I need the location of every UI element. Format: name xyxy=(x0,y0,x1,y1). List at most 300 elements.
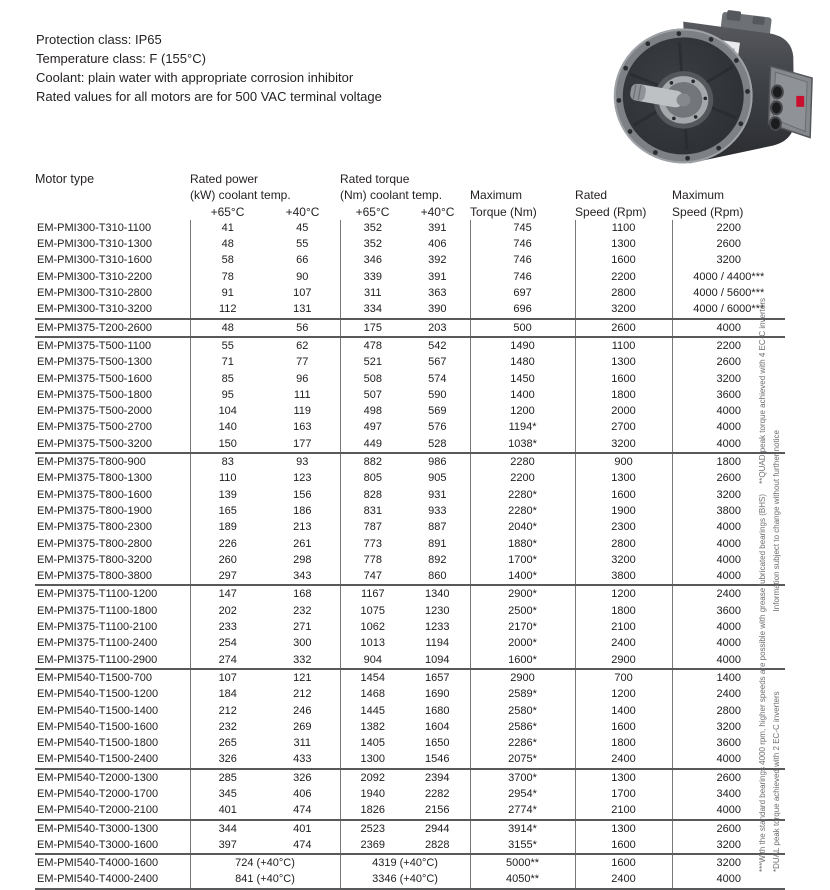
table-row xyxy=(35,735,785,751)
cell-rated-speed: 1600 xyxy=(575,719,672,735)
cell-power-40c: 261 xyxy=(293,537,312,550)
cell-max-torque: 2900* xyxy=(470,585,575,602)
note-temperature-class: Temperature class: F (155°C) xyxy=(36,51,206,66)
cell-rated-speed: 3800 xyxy=(575,568,672,585)
cell-power-65c: 83 xyxy=(190,453,265,470)
cell-max-speed: 4000 xyxy=(672,536,785,552)
cell-max-torque: 2280* xyxy=(470,503,575,519)
table-row xyxy=(35,837,785,854)
cell-torque-40c: 590 xyxy=(428,388,447,401)
cell-rated-speed: 2400 xyxy=(575,871,672,888)
cell-max-speed: 4000 xyxy=(672,419,785,435)
header-power-65: +65°C xyxy=(210,204,245,219)
cell-torque-40c: 1657 xyxy=(405,669,470,686)
cell-power-65c: 254 xyxy=(190,635,265,651)
cell-power-65c: 150 xyxy=(190,436,265,453)
cell-power-65c: 91 xyxy=(190,285,265,301)
cell-power-65c: 78 xyxy=(190,269,265,285)
cell-torque-65c: 311 xyxy=(340,285,405,301)
table-row xyxy=(35,252,785,268)
cell-power-40c: 298 xyxy=(293,553,312,566)
note-rated-values: Rated values for all motors are for 500 VAC terminal voltage xyxy=(36,89,382,104)
cell-rated-speed: 2400 xyxy=(575,751,672,768)
cell-max-speed: 1800 xyxy=(672,453,785,470)
cell-max-torque: 2200 xyxy=(470,470,575,486)
cell-rated-speed: 700 xyxy=(575,669,672,686)
table-row xyxy=(35,436,785,453)
cell-max-torque: 2000* xyxy=(470,635,575,651)
cell-torque-65c: 1382 xyxy=(340,719,405,735)
motor-spec-table xyxy=(35,171,785,890)
cell-max-torque: 3700* xyxy=(470,769,575,786)
cell-torque-40c: 406 xyxy=(428,238,447,251)
cell-motor-type: EM-PMI300-T310-1600 xyxy=(37,254,152,267)
cell-motor-type: EM-PMI540-T2000-2100 xyxy=(37,804,159,817)
cell-max-torque: 1038* xyxy=(470,436,575,453)
header-rated-speed-line1: Rated xyxy=(575,188,608,203)
cell-power-65c: 58 xyxy=(190,252,265,268)
cell-power-65c: 48 xyxy=(190,319,265,337)
cell-max-torque: 4050** xyxy=(470,871,575,888)
cell-torque-40c: 2282 xyxy=(425,787,450,800)
cell-torque-65c: 334 xyxy=(340,301,405,318)
cell-motor-type: EM-PMI540-T2000-1700 xyxy=(37,787,159,800)
cell-rated-speed: 1800 xyxy=(575,387,672,403)
cell-rated-speed: 1600 xyxy=(575,854,672,871)
cell-max-speed: 1400 xyxy=(672,669,785,686)
table-row xyxy=(35,786,785,802)
cell-torque-40c: 391 xyxy=(428,270,447,283)
cell-rated-speed: 3200 xyxy=(575,301,672,318)
cell-max-speed: 3200 xyxy=(672,252,785,268)
cell-max-speed: 4000 xyxy=(672,519,785,535)
cell-power-40c: 156 xyxy=(293,488,312,501)
cell-torque-40c: 933 xyxy=(428,504,447,517)
cell-rated-speed: 1400 xyxy=(575,703,672,719)
cell-torque-65c: 508 xyxy=(340,371,405,387)
cell-power-65c: 189 xyxy=(190,519,265,535)
cell-motor-type: EM-PMI300-T310-1300 xyxy=(37,238,152,251)
cell-rated-speed: 2000 xyxy=(575,403,672,419)
cell-motor-type: EM-PMI540-T4000-2400 xyxy=(35,871,190,888)
cell-max-speed: 4000 xyxy=(672,568,785,585)
cell-max-speed: 2600 xyxy=(672,470,785,486)
cell-max-torque: 2586* xyxy=(470,719,575,735)
cell-max-torque: 697 xyxy=(470,285,575,301)
table-row xyxy=(35,319,785,337)
cell-power-65c: 401 xyxy=(190,802,265,819)
cell-max-speed: 4000 / 5600*** xyxy=(672,285,785,301)
cell-motor-type: EM-PMI300-T310-3200 xyxy=(37,303,152,316)
cell-rated-speed: 1100 xyxy=(575,337,672,354)
cell-torque-40c: 1094 xyxy=(425,653,450,666)
cell-power-40c: 474 xyxy=(293,804,312,817)
cell-motor-type: EM-PMI375-T500-2700 xyxy=(37,421,152,434)
cell-motor-type: EM-PMI375-T800-2300 xyxy=(37,521,152,534)
cell-rated-torque: 4319 (+40°C) xyxy=(340,854,470,871)
cell-power-65c: 139 xyxy=(190,487,265,503)
cell-torque-40c: 203 xyxy=(405,319,470,337)
footnote-dual-peak-torque: *DUAL peak torque achieved with 2 EC-C inverters xyxy=(772,691,781,872)
cell-motor-type: EM-PMI375-T800-1900 xyxy=(37,504,152,517)
header-rated-speed-line2: Speed (Rpm) xyxy=(575,204,647,219)
cell-motor-type: EM-PMI540-T2000-1300 xyxy=(35,769,190,786)
cell-rated-speed: 3200 xyxy=(575,436,672,453)
table-row xyxy=(35,552,785,568)
cell-rated-speed: 1300 xyxy=(575,820,672,837)
table-row xyxy=(35,285,785,301)
table-row xyxy=(35,403,785,419)
cell-motor-type: EM-PMI375-T1100-2400 xyxy=(37,637,158,650)
cell-max-speed: 4000 / 6000*** xyxy=(672,301,785,318)
cell-torque-65c: 1013 xyxy=(340,635,405,651)
header-max-speed-line1: Maximum xyxy=(672,188,725,203)
cell-max-speed: 3400 xyxy=(672,786,785,802)
table-row xyxy=(35,519,785,535)
cell-torque-40c: 567 xyxy=(428,356,447,369)
cell-max-torque: 1400* xyxy=(470,568,575,585)
cell-torque-65c: 352 xyxy=(340,236,405,252)
cell-torque-65c: 1167 xyxy=(340,585,405,602)
cell-torque-65c: 498 xyxy=(340,403,405,419)
cell-torque-40c: 892 xyxy=(428,553,447,566)
cell-torque-65c: 1062 xyxy=(340,619,405,635)
cell-power-65c: 226 xyxy=(190,536,265,552)
cell-power-40c: 212 xyxy=(293,688,312,701)
table-row xyxy=(35,419,785,435)
cell-torque-65c: 1300 xyxy=(340,751,405,768)
cell-max-speed: 2600 xyxy=(672,354,785,370)
cell-motor-type: EM-PMI375-T500-1800 xyxy=(37,388,152,401)
cell-max-speed: 4000 xyxy=(672,652,785,669)
cell-max-torque: 2500* xyxy=(470,603,575,619)
cell-max-speed: 3800 xyxy=(672,503,785,519)
footnote-column-outer xyxy=(771,430,782,872)
cell-max-torque: 5000** xyxy=(470,854,575,871)
cell-rated-speed: 3200 xyxy=(575,552,672,568)
cell-torque-65c: 1405 xyxy=(340,735,405,751)
cell-rated-speed: 2100 xyxy=(575,802,672,819)
table-row xyxy=(35,820,785,837)
table-row xyxy=(35,854,785,871)
cell-torque-40c: 1340 xyxy=(405,585,470,602)
cell-torque-40c: 1604 xyxy=(425,720,450,733)
footnote-information-subject: Information subject to change without further notice xyxy=(772,430,781,612)
cell-torque-40c: 392 xyxy=(428,254,447,267)
cell-power-65c: 265 xyxy=(190,735,265,751)
cell-power-40c: 107 xyxy=(293,287,312,300)
cell-motor-type: EM-PMI300-T310-1100 xyxy=(37,221,152,234)
cell-power-40c: 131 xyxy=(293,303,312,316)
cell-max-torque: 745 xyxy=(470,220,575,236)
cell-max-torque: 2774* xyxy=(470,802,575,819)
cell-torque-40c: 986 xyxy=(405,453,470,470)
cell-max-torque: 1600* xyxy=(470,652,575,669)
table-row xyxy=(35,703,785,719)
cell-max-speed: 4000 xyxy=(672,751,785,768)
cell-torque-65c: 1826 xyxy=(340,802,405,819)
cell-max-speed: 2600 xyxy=(672,769,785,786)
cell-rated-speed: 1900 xyxy=(575,503,672,519)
cell-max-torque: 3155* xyxy=(470,837,575,854)
cell-torque-40c: 363 xyxy=(428,287,447,300)
footnote-quad-peak-torque: **QUAD peak torque achieved with 4 EC-C inverters xyxy=(758,298,767,484)
footnote-column-inner xyxy=(757,298,768,872)
cell-motor-type: EM-PMI375-T1100-2100 xyxy=(37,621,158,634)
cell-torque-40c: 887 xyxy=(428,521,447,534)
cell-power-65c: 397 xyxy=(190,837,265,854)
cell-rated-speed: 1600 xyxy=(575,252,672,268)
cell-motor-type: EM-PMI375-T1100-1200 xyxy=(35,585,190,602)
cell-max-speed: 4000 xyxy=(672,619,785,635)
table-row xyxy=(35,301,785,318)
cell-max-torque: 1450 xyxy=(470,371,575,387)
cell-max-speed: 4000 xyxy=(672,436,785,453)
table-row xyxy=(35,387,785,403)
cell-motor-type: EM-PMI375-T500-1300 xyxy=(37,356,152,369)
cell-max-speed: 4000 xyxy=(672,802,785,819)
cell-power-40c: 271 xyxy=(293,621,312,634)
cell-max-speed: 2400 xyxy=(672,585,785,602)
cell-power-40c: 433 xyxy=(293,753,312,766)
cell-torque-40c: 391 xyxy=(428,221,447,234)
cell-power-40c: 474 xyxy=(293,838,312,851)
spec-notes xyxy=(36,30,382,106)
cell-motor-type: EM-PMI375-T800-1300 xyxy=(37,472,152,485)
cell-torque-40c: 931 xyxy=(428,488,447,501)
table-row xyxy=(35,635,785,651)
cell-max-torque: 2280 xyxy=(470,453,575,470)
cell-max-speed: 3200 xyxy=(672,854,785,871)
cell-rated-speed: 1300 xyxy=(575,354,672,370)
cell-torque-65c: 1075 xyxy=(340,603,405,619)
table-row xyxy=(35,337,785,354)
note-coolant: Coolant: plain water with appropriate corrosion inhibitor xyxy=(36,70,354,85)
cell-max-torque: 2954* xyxy=(470,786,575,802)
table-row xyxy=(35,652,785,669)
header-torque-units: (Nm) coolant temp. xyxy=(340,188,443,203)
cell-max-torque: 1880* xyxy=(470,536,575,552)
cell-max-speed: 2200 xyxy=(672,220,785,236)
cell-max-torque: 696 xyxy=(470,301,575,318)
cell-motor-type: EM-PMI540-T1500-1400 xyxy=(37,704,159,717)
cell-torque-40c: 542 xyxy=(405,337,470,354)
cell-torque-65c: 747 xyxy=(340,568,405,585)
table-row xyxy=(35,568,785,585)
cell-torque-40c: 1546 xyxy=(425,753,450,766)
cell-torque-65c: 1454 xyxy=(340,669,405,686)
cell-motor-type: EM-PMI375-T800-2800 xyxy=(37,537,152,550)
cell-motor-type: EM-PMI375-T1100-1800 xyxy=(37,604,158,617)
cell-torque-40c: 574 xyxy=(428,372,447,385)
cell-rated-speed: 2700 xyxy=(575,419,672,435)
table-row xyxy=(35,585,785,602)
cell-power-40c: 311 xyxy=(293,737,312,750)
cell-rated-speed: 2600 xyxy=(575,319,672,337)
table-row xyxy=(35,871,785,888)
cell-rated-power: 841 (+40°C) xyxy=(190,871,340,888)
cell-max-speed: 4000 xyxy=(672,403,785,419)
cell-torque-40c: 1650 xyxy=(425,737,450,750)
cell-rated-power: 724 (+40°C) xyxy=(190,854,340,871)
table-row xyxy=(35,503,785,519)
cell-torque-65c: 1468 xyxy=(340,686,405,702)
cell-torque-65c: 521 xyxy=(340,354,405,370)
cell-rated-speed: 1800 xyxy=(575,603,672,619)
table-row xyxy=(35,354,785,370)
cell-power-40c: 66 xyxy=(296,254,309,267)
table-row xyxy=(35,751,785,768)
cell-rated-speed: 1600 xyxy=(575,837,672,854)
cell-torque-40c: 2156 xyxy=(425,804,450,817)
cell-torque-65c: 778 xyxy=(340,552,405,568)
table-row xyxy=(35,536,785,552)
cell-power-40c: 343 xyxy=(293,570,312,583)
cell-max-speed: 2600 xyxy=(672,236,785,252)
cell-max-speed: 3600 xyxy=(672,735,785,751)
cell-motor-type: EM-PMI300-T310-2800 xyxy=(37,287,152,300)
cell-motor-type: EM-PMI540-T1500-1200 xyxy=(37,688,159,701)
cell-motor-type: EM-PMI300-T310-2200 xyxy=(37,270,152,283)
cell-torque-65c: 1940 xyxy=(340,786,405,802)
cell-torque-65c: 346 xyxy=(340,252,405,268)
cell-torque-65c: 831 xyxy=(340,503,405,519)
header-rated-power: Rated power xyxy=(190,172,259,186)
cell-power-40c: 56 xyxy=(265,319,340,337)
cell-motor-type: EM-PMI375-T500-3200 xyxy=(37,437,152,450)
cell-torque-65c: 2523 xyxy=(340,820,405,837)
cell-torque-40c: 1194 xyxy=(425,637,450,650)
cell-power-40c: 186 xyxy=(293,504,312,517)
cell-power-65c: 55 xyxy=(190,337,265,354)
cell-torque-65c: 2369 xyxy=(340,837,405,854)
cell-max-speed: 2600 xyxy=(672,820,785,837)
note-protection-class: Protection class: IP65 xyxy=(36,32,162,47)
cell-rated-speed: 1600 xyxy=(575,371,672,387)
table-row xyxy=(35,470,785,486)
cell-motor-type: EM-PMI540-T4000-1600 xyxy=(35,854,190,871)
table-row xyxy=(35,686,785,702)
cell-power-65c: 297 xyxy=(190,568,265,585)
cell-max-torque: 1490 xyxy=(470,337,575,354)
cell-rated-torque: 3346 (+40°C) xyxy=(340,871,470,888)
cell-torque-65c: 339 xyxy=(340,269,405,285)
cell-torque-40c: 891 xyxy=(428,537,447,550)
cell-power-65c: 140 xyxy=(190,419,265,435)
cell-rated-speed: 2300 xyxy=(575,519,672,535)
cell-max-torque: 3914* xyxy=(470,820,575,837)
cell-power-65c: 344 xyxy=(190,820,265,837)
cell-torque-65c: 175 xyxy=(340,319,405,337)
header-motor-type: Motor type xyxy=(35,172,95,186)
cell-power-65c: 71 xyxy=(190,354,265,370)
cell-power-65c: 184 xyxy=(190,686,265,702)
cell-torque-40c: 2828 xyxy=(425,838,450,851)
cell-max-speed: 4000 xyxy=(672,871,785,888)
cell-motor-type: EM-PMI375-T800-1600 xyxy=(37,488,152,501)
cell-rated-speed: 1300 xyxy=(575,236,672,252)
cell-max-speed: 4000 / 4400*** xyxy=(672,269,785,285)
cell-power-40c: 326 xyxy=(265,769,340,786)
cell-max-speed: 4000 xyxy=(672,319,785,337)
cell-power-40c: 45 xyxy=(296,221,309,234)
cell-power-65c: 260 xyxy=(190,552,265,568)
cell-power-65c: 274 xyxy=(190,652,265,669)
cell-power-40c: 300 xyxy=(293,637,312,650)
cell-rated-speed: 1700 xyxy=(575,786,672,802)
cell-max-torque: 2075* xyxy=(470,751,575,768)
cell-torque-65c: 507 xyxy=(340,387,405,403)
cell-torque-40c: 1680 xyxy=(425,704,450,717)
cell-torque-65c: 828 xyxy=(340,487,405,503)
table-row xyxy=(35,269,785,285)
cell-power-40c: 332 xyxy=(293,653,312,666)
cell-power-65c: 104 xyxy=(190,403,265,419)
header-max-torque-line2: Torque (Nm) xyxy=(470,204,537,219)
cell-rated-speed: 1100 xyxy=(575,220,672,236)
cell-max-speed: 3600 xyxy=(672,603,785,619)
cell-torque-65c: 2092 xyxy=(340,769,405,786)
table-row xyxy=(35,719,785,735)
cell-power-40c: 401 xyxy=(265,820,340,837)
cell-max-torque: 2580* xyxy=(470,703,575,719)
table-row xyxy=(35,769,785,786)
cell-max-speed: 3200 xyxy=(672,371,785,387)
header-torque-40: +40°C xyxy=(420,204,455,219)
cell-max-speed: 4000 xyxy=(672,552,785,568)
cell-torque-65c: 787 xyxy=(340,519,405,535)
cell-max-torque: 500 xyxy=(470,319,575,337)
cell-power-40c: 123 xyxy=(293,472,312,485)
table-row xyxy=(35,220,785,236)
cell-rated-speed: 2900 xyxy=(575,652,672,669)
cell-power-40c: 55 xyxy=(296,238,309,251)
cell-max-torque: 2900 xyxy=(470,669,575,686)
cell-max-speed: 2400 xyxy=(672,686,785,702)
cell-max-torque: 2286* xyxy=(470,735,575,751)
cell-torque-40c: 2394 xyxy=(405,769,470,786)
cell-power-65c: 95 xyxy=(190,387,265,403)
cell-torque-65c: 352 xyxy=(340,220,405,236)
table-row xyxy=(35,619,785,635)
cell-max-torque: 2589* xyxy=(470,686,575,702)
cell-max-torque: 1194* xyxy=(470,419,575,435)
cell-rated-speed: 1600 xyxy=(575,487,672,503)
cell-power-65c: 285 xyxy=(190,769,265,786)
header-power-units: (kW) coolant temp. xyxy=(190,188,291,203)
cell-power-40c: 269 xyxy=(293,720,312,733)
cell-rated-speed: 900 xyxy=(575,453,672,470)
cell-rated-speed: 2800 xyxy=(575,536,672,552)
motor-photo xyxy=(596,8,824,168)
cell-power-40c: 177 xyxy=(293,437,312,450)
header-rated-torque: Rated torque xyxy=(340,172,410,186)
table-row xyxy=(35,453,785,470)
cell-max-speed: 3200 xyxy=(672,837,785,854)
cell-max-speed: 4000 xyxy=(672,635,785,651)
cell-motor-type: EM-PMI375-T800-900 xyxy=(35,453,190,470)
cell-rated-speed: 2100 xyxy=(575,619,672,635)
cell-power-65c: 165 xyxy=(190,503,265,519)
cell-motor-type: EM-PMI375-T1100-2900 xyxy=(37,653,158,666)
table-row xyxy=(35,487,785,503)
cell-rated-speed: 1300 xyxy=(575,470,672,486)
cell-power-65c: 345 xyxy=(190,786,265,802)
cell-power-40c: 111 xyxy=(293,388,311,401)
cell-power-65c: 233 xyxy=(190,619,265,635)
cell-power-65c: 212 xyxy=(190,703,265,719)
cell-torque-40c: 905 xyxy=(428,472,447,485)
